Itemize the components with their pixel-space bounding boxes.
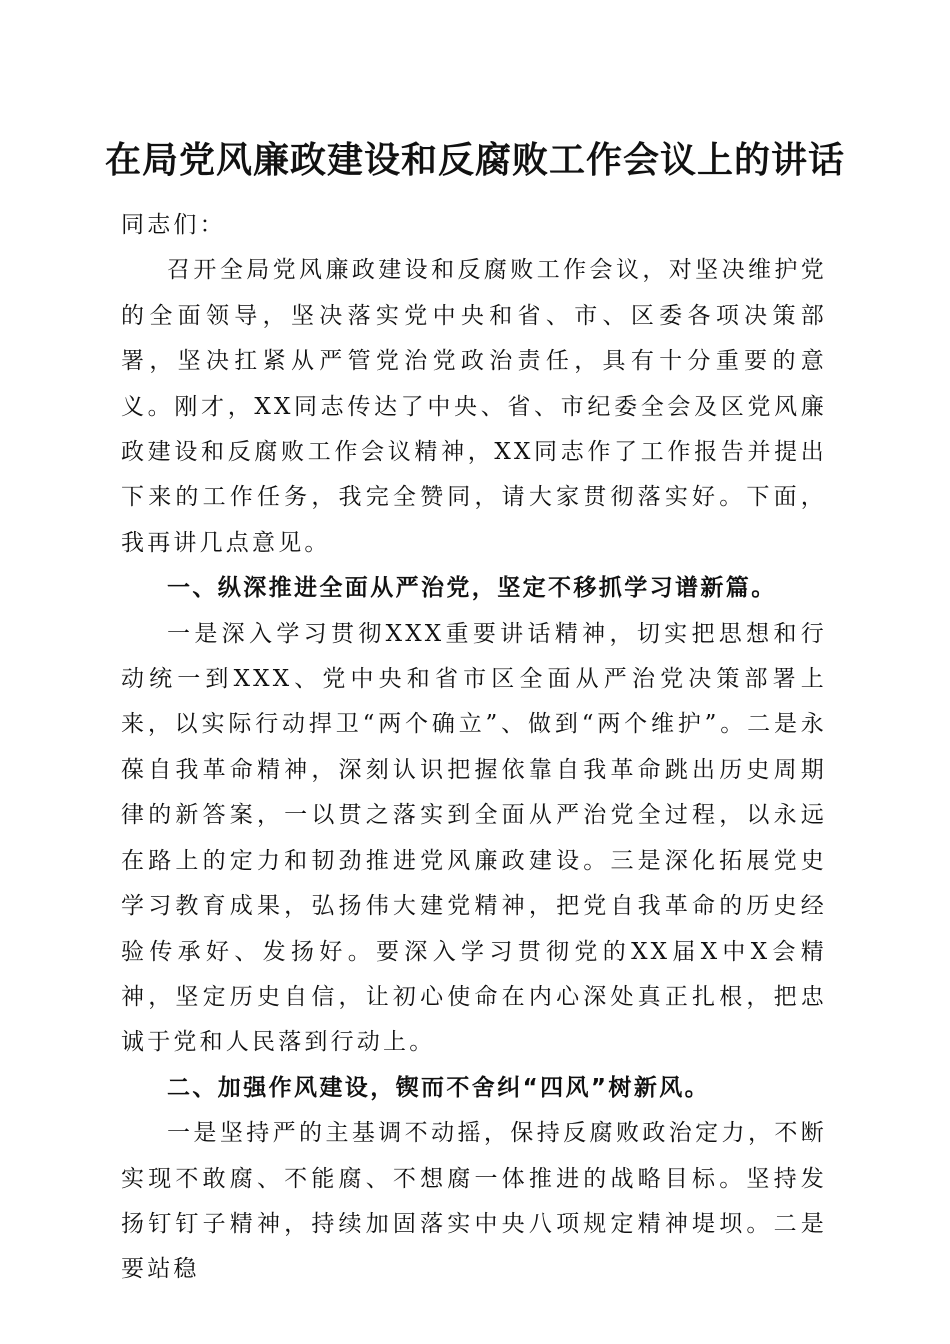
salutation: 同志们：	[121, 212, 226, 238]
document-title: 在局党风廉政建设和反腐败工作会议上的讲话	[104, 139, 845, 181]
section-2-paragraph: 一是坚持严的主基调不动摇，保持反腐败政治定力，不断实现不敢腐、不能腐、不想腐一体推进的战略目标。坚持发扬钉钉子精神，持续加固落实中央八项规定精神堤坝。二是要站稳	[121, 1120, 827, 1283]
document-body	[121, 203, 827, 1293]
section-1-paragraph: 一是深入学习贯彻XXX重要讲话精神，切实把思想和行动统一到XXX、党中央和省市区全面从严治党决策部署上来，以实际行动捍卫“两个确立”、做到“两个维护”。二是永葆自我革命精神，深刻认识把握依靠自我革命跳出历史周期律的新答案，一以贯之落实到全面从严治党全过程，以永远在路上的定力和韧劲推进党风廉政建设。三是深化拓展党史学习教育成果，弘扬伟大建党精神，把党自我革命的历史经验传承好、发扬好。要深入学习贯彻党的XX届X中X会精神，坚定历史自信，让初心使命在内心深处真正扎根，把忠诚于党和人民落到行动上。	[121, 620, 827, 1056]
section-heading-2: 二、加强作风建设，锲而不舍纠“四风”树新风。	[167, 1074, 711, 1101]
intro-paragraph: 召开全局党风廉政建设和反腐败工作会议，对坚决维护党的全面领导，坚决落实党中央和省、市、区委各项决策部署，坚决扛紧从严管党治党政治责任，具有十分重要的意义。刚才，XX同志传达了中央、省、市纪委全会及区党风廉政建设和反腐败工作会议精神，XX同志作了工作报告并提出下来的工作任务，我完全赞同，请大家贯彻落实好。下面，我再讲几点意见。	[121, 257, 827, 556]
section-heading-1: 一、纵深推进全面从严治党，坚定不移抓学习谱新篇。	[167, 575, 777, 602]
